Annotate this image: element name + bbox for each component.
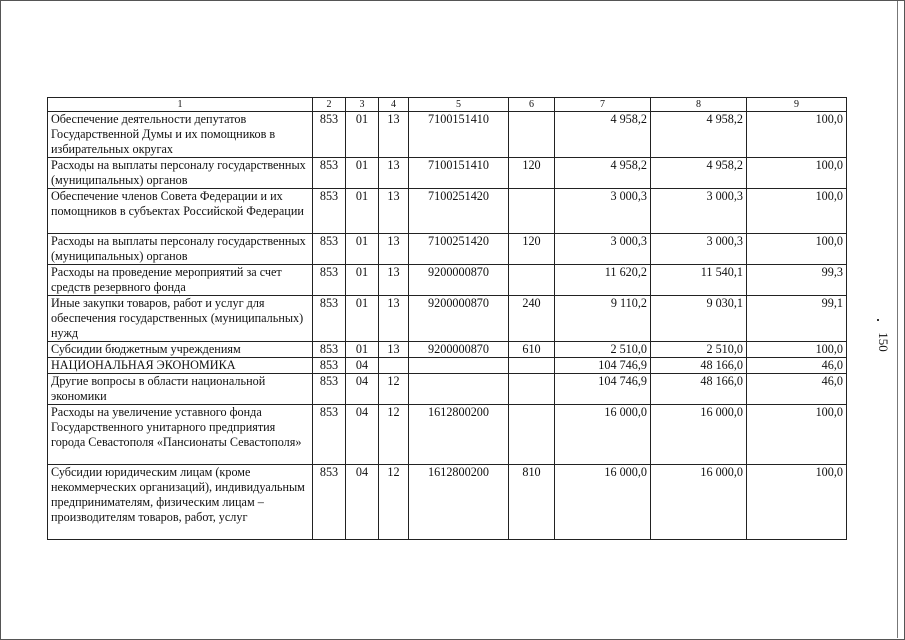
header-cell: 6 [509, 98, 555, 112]
planned-amount-cell: 9 110,2 [555, 296, 651, 342]
section-cell: 01 [346, 296, 379, 342]
planned-amount-cell: 16 000,0 [555, 465, 651, 540]
subsection-cell: 13 [379, 158, 409, 189]
code-cell: 853 [313, 342, 346, 358]
section-cell: 04 [346, 465, 379, 540]
executed-amount-cell: 48 166,0 [651, 358, 747, 374]
subsection-cell: 12 [379, 374, 409, 405]
code-cell: 853 [313, 265, 346, 296]
planned-amount-cell: 3 000,3 [555, 234, 651, 265]
subsection-cell: 13 [379, 234, 409, 265]
expense-type-cell [509, 358, 555, 374]
percent-cell: 100,0 [747, 405, 847, 465]
expense-name-cell: Субсидии юридическим лицам (кроме некоммерческих организаций), индивидуальным предпринимателям, физическим лицам – производителям товаров, работ, услуг [48, 465, 313, 540]
percent-cell: 99,3 [747, 265, 847, 296]
code-cell: 853 [313, 158, 346, 189]
expense-type-cell [509, 112, 555, 158]
expense-name-cell: Субсидии бюджетным учреждениям [48, 342, 313, 358]
code-cell: 853 [313, 234, 346, 265]
expense-name-cell: Обеспечение деятельности депутатов Государственной Думы и их помощников в избирательных округах [48, 112, 313, 158]
expense-type-cell: 240 [509, 296, 555, 342]
expense-type-cell [509, 189, 555, 234]
table-row [48, 112, 847, 158]
section-cell: 04 [346, 358, 379, 374]
percent-cell: 46,0 [747, 374, 847, 405]
expense-name-cell: Расходы на проведение мероприятий за счет средств резервного фонда [48, 265, 313, 296]
code-cell: 853 [313, 358, 346, 374]
target-article-cell: 7100251420 [409, 234, 509, 265]
target-article-cell [409, 374, 509, 405]
subsection-cell: 13 [379, 342, 409, 358]
executed-amount-cell: 16 000,0 [651, 465, 747, 540]
table-header-row [48, 98, 847, 112]
table-row [48, 465, 847, 540]
table-row [48, 158, 847, 189]
code-cell: 853 [313, 296, 346, 342]
expense-name-cell: Обеспечение членов Совета Федерации и их помощников в субъектах Российской Федерации [48, 189, 313, 234]
executed-amount-cell: 9 030,1 [651, 296, 747, 342]
target-article-cell: 1612800200 [409, 405, 509, 465]
target-article-cell: 9200000870 [409, 265, 509, 296]
executed-amount-cell: 16 000,0 [651, 405, 747, 465]
header-cell: 1 [48, 98, 313, 112]
table-row [48, 265, 847, 296]
expense-name-cell: НАЦИОНАЛЬНАЯ ЭКОНОМИКА [48, 358, 313, 374]
section-cell: 01 [346, 342, 379, 358]
table-row [48, 342, 847, 358]
percent-cell: 100,0 [747, 234, 847, 265]
expense-name-cell: Расходы на выплаты персоналу государственных (муниципальных) органов [48, 158, 313, 189]
planned-amount-cell: 4 958,2 [555, 112, 651, 158]
subsection-cell: 13 [379, 296, 409, 342]
code-cell: 853 [313, 374, 346, 405]
subsection-cell [379, 358, 409, 374]
subsection-cell: 13 [379, 112, 409, 158]
header-cell: 3 [346, 98, 379, 112]
planned-amount-cell: 104 746,9 [555, 358, 651, 374]
target-article-cell: 7100251420 [409, 189, 509, 234]
table-body [48, 98, 847, 540]
expense-type-cell: 120 [509, 234, 555, 265]
section-cell: 01 [346, 112, 379, 158]
percent-cell: 100,0 [747, 465, 847, 540]
planned-amount-cell: 16 000,0 [555, 405, 651, 465]
table-row [48, 234, 847, 265]
target-article-cell [409, 358, 509, 374]
planned-amount-cell: 2 510,0 [555, 342, 651, 358]
code-cell: 853 [313, 112, 346, 158]
executed-amount-cell: 2 510,0 [651, 342, 747, 358]
target-article-cell: 1612800200 [409, 465, 509, 540]
percent-cell: 100,0 [747, 342, 847, 358]
section-cell: 01 [346, 265, 379, 296]
scan-edge-line [897, 1, 898, 638]
expense-type-cell [509, 405, 555, 465]
table-row [48, 358, 847, 374]
expense-type-cell [509, 374, 555, 405]
header-cell: 9 [747, 98, 847, 112]
section-cell: 01 [346, 189, 379, 234]
percent-cell: 100,0 [747, 158, 847, 189]
executed-amount-cell: 4 958,2 [651, 112, 747, 158]
planned-amount-cell: 11 620,2 [555, 265, 651, 296]
table-row [48, 189, 847, 234]
code-cell: 853 [313, 405, 346, 465]
subsection-cell: 12 [379, 465, 409, 540]
expense-name-cell: Другие вопросы в области национальной экономики [48, 374, 313, 405]
table-row [48, 405, 847, 465]
section-cell: 01 [346, 158, 379, 189]
code-cell: 853 [313, 189, 346, 234]
expense-type-cell: 810 [509, 465, 555, 540]
percent-cell: 46,0 [747, 358, 847, 374]
header-cell: 7 [555, 98, 651, 112]
executed-amount-cell: 4 958,2 [651, 158, 747, 189]
planned-amount-cell: 104 746,9 [555, 374, 651, 405]
budget-table [47, 97, 847, 540]
section-cell: 04 [346, 374, 379, 405]
executed-amount-cell: 48 166,0 [651, 374, 747, 405]
expense-type-cell: 120 [509, 158, 555, 189]
expense-name-cell: Расходы на увеличение уставного фонда Государственного унитарного предприятия города Севастополя «Пансионаты Севастополя» [48, 405, 313, 465]
executed-amount-cell: 3 000,3 [651, 189, 747, 234]
executed-amount-cell: 3 000,3 [651, 234, 747, 265]
header-cell: 2 [313, 98, 346, 112]
header-cell: 8 [651, 98, 747, 112]
code-cell: 853 [313, 465, 346, 540]
section-cell: 01 [346, 234, 379, 265]
table-row [48, 374, 847, 405]
expense-type-cell [509, 265, 555, 296]
percent-cell: 99,1 [747, 296, 847, 342]
target-article-cell: 7100151410 [409, 158, 509, 189]
expense-name-cell: Расходы на выплаты персоналу государственных (муниципальных) органов [48, 234, 313, 265]
subsection-cell: 12 [379, 405, 409, 465]
subsection-cell: 13 [379, 265, 409, 296]
percent-cell: 100,0 [747, 112, 847, 158]
expense-name-cell: Иные закупки товаров, работ и услуг для обеспечения государственных (муниципальных) нужд [48, 296, 313, 342]
executed-amount-cell: 11 540,1 [651, 265, 747, 296]
header-cell: 5 [409, 98, 509, 112]
header-cell: 4 [379, 98, 409, 112]
subsection-cell: 13 [379, 189, 409, 234]
section-cell: 04 [346, 405, 379, 465]
target-article-cell: 9200000870 [409, 296, 509, 342]
planned-amount-cell: 3 000,3 [555, 189, 651, 234]
target-article-cell: 7100151410 [409, 112, 509, 158]
planned-amount-cell: 4 958,2 [555, 158, 651, 189]
target-article-cell: 9200000870 [409, 342, 509, 358]
scan-dot [877, 319, 879, 321]
expense-type-cell: 610 [509, 342, 555, 358]
table-row [48, 296, 847, 342]
percent-cell: 100,0 [747, 189, 847, 234]
page-number: 150 [875, 332, 891, 352]
